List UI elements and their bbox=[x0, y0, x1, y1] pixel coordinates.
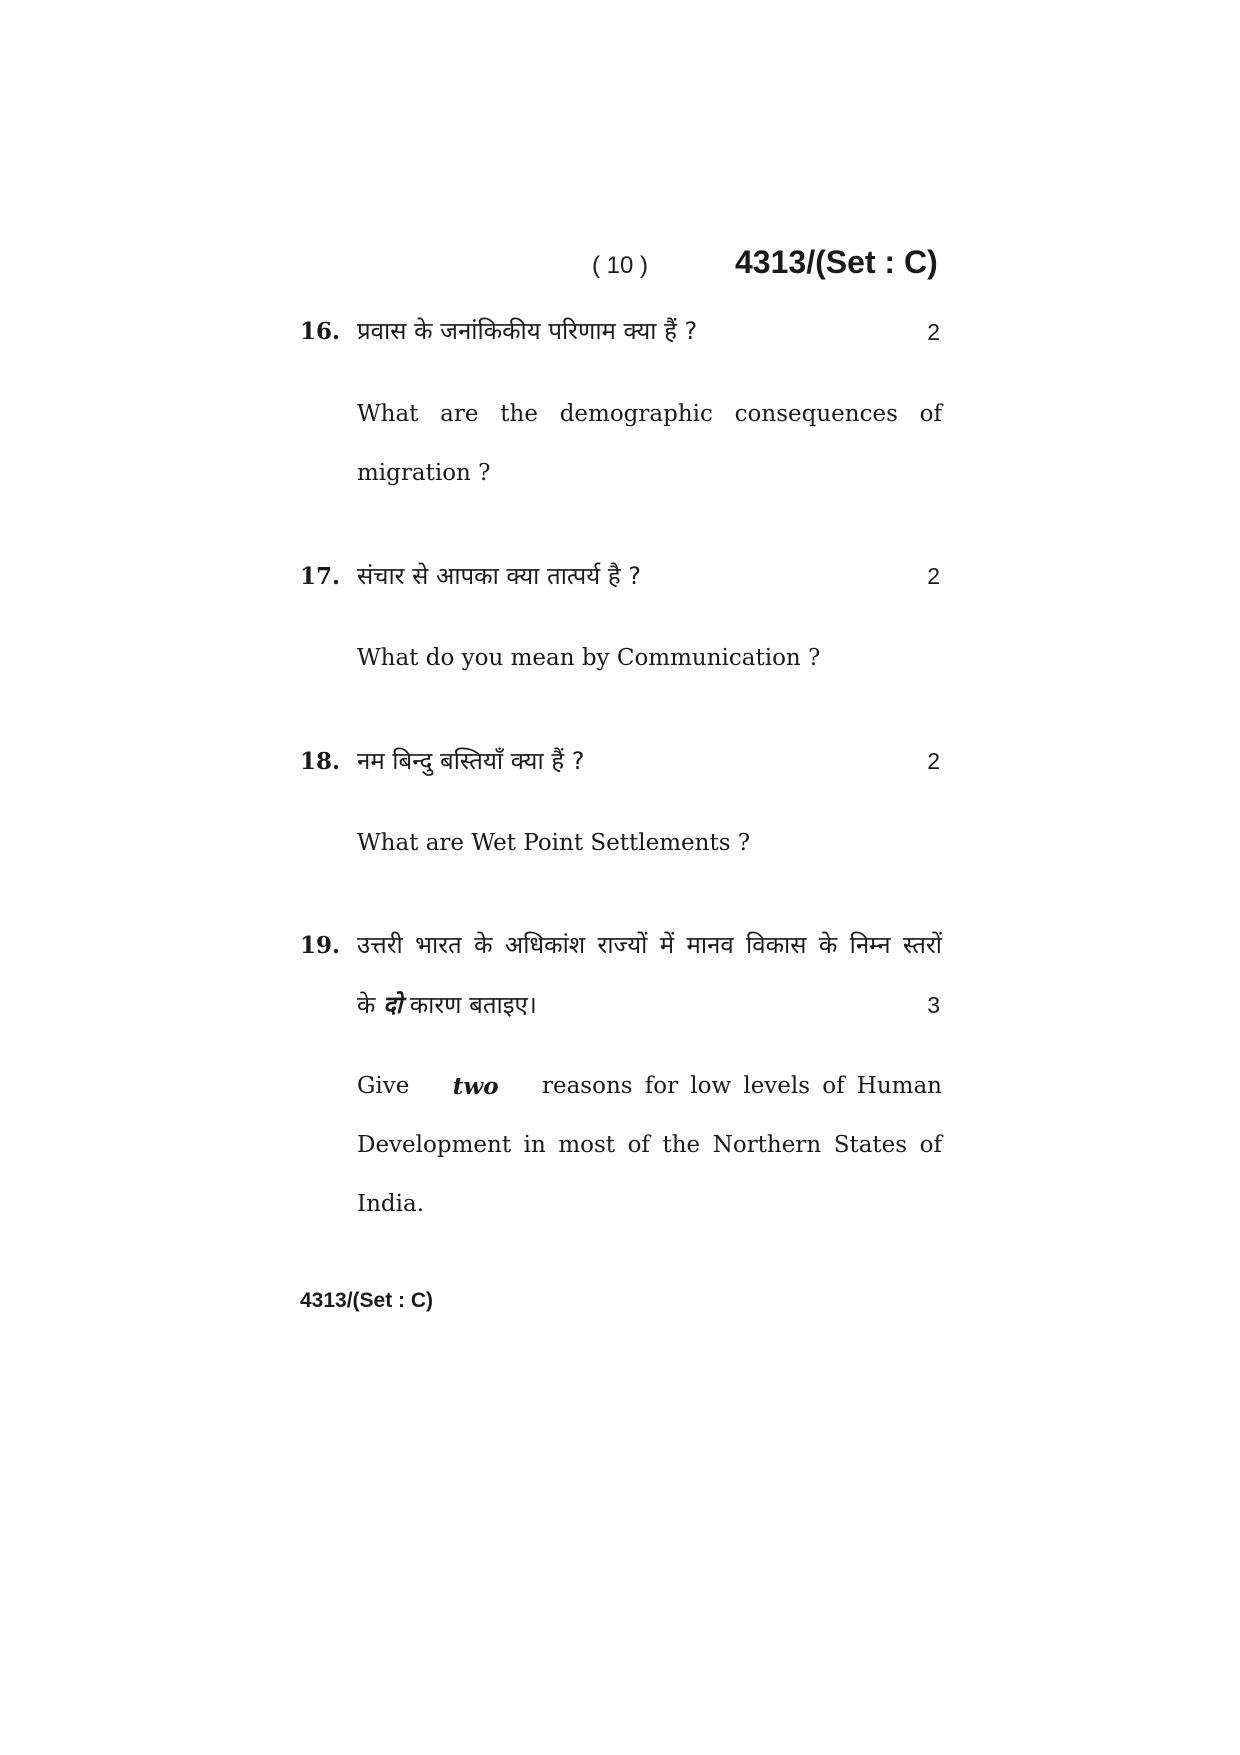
question-number: 19. bbox=[300, 932, 341, 959]
question-marks: 2 bbox=[927, 748, 940, 774]
question-hindi: संचार से आपका क्या तात्पर्य है ? bbox=[357, 562, 641, 590]
question-hindi: नम बिन्दु बस्तियाँ क्या हैं ? bbox=[357, 747, 585, 775]
question-hindi-line bbox=[357, 988, 537, 1021]
emphasis-two-hindi: दो bbox=[383, 991, 403, 1019]
page-number: ( 10 ) bbox=[592, 252, 649, 279]
hindi-word: के bbox=[357, 991, 376, 1019]
question-number: 18. bbox=[300, 748, 341, 775]
emphasis-two: two bbox=[452, 1073, 499, 1100]
question-marks: 2 bbox=[927, 319, 940, 345]
english-word: Give bbox=[357, 1073, 410, 1099]
question-number: 17. bbox=[300, 563, 341, 590]
question-marks: 2 bbox=[927, 563, 940, 589]
question-marks: 3 bbox=[927, 992, 940, 1018]
hindi-text: कारण बताइए। bbox=[409, 991, 537, 1019]
question-english-line: What are the demographic consequences of bbox=[357, 401, 942, 427]
question-english-line: Development in most of the Northern States of bbox=[357, 1132, 942, 1158]
question-english-line: India. bbox=[357, 1191, 425, 1217]
question-english-line: What are Wet Point Settlements ? bbox=[357, 830, 751, 856]
question-hindi: प्रवास के जनांकिकीय परिणाम क्या हैं ? bbox=[357, 317, 698, 345]
question-english-line bbox=[357, 1073, 942, 1100]
english-text: reasons for low levels of Human bbox=[541, 1073, 942, 1099]
question-english-line: What do you mean by Communication ? bbox=[357, 645, 821, 671]
question-number: 16. bbox=[300, 318, 341, 345]
question-hindi: उत्तरी भारत के अधिकांश राज्यों में मानव विकास के निम्न स्तरों bbox=[357, 931, 942, 959]
paper-code-footer: 4313/(Set : C) bbox=[300, 1289, 434, 1312]
question-english-line: migration ? bbox=[357, 460, 491, 486]
paper-code-header: 4313/(Set : C) bbox=[735, 244, 938, 280]
